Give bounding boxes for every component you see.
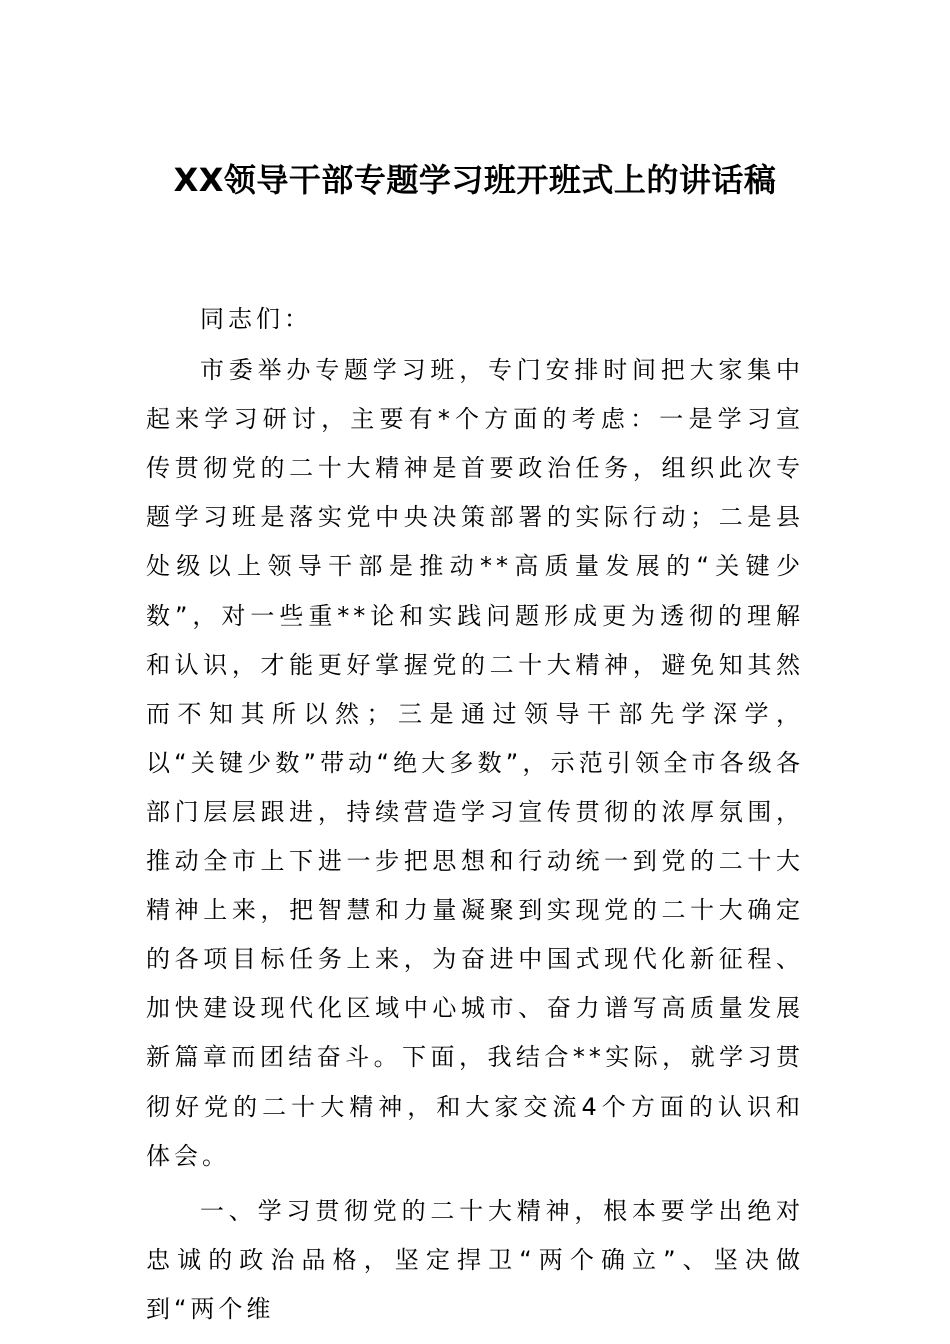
document-body [146,295,804,1334]
paragraph-section-one: 一、学习贯彻党的二十大精神，根本要学出绝对忠诚的政治品格，坚定捍卫“两个确立”、坚决做到“两个维 [146,1196,804,1323]
greeting-line: 同志们： [200,305,312,333]
paragraph-intro: 市委举办专题学习班，专门安排时间把大家集中起来学习研讨，主要有*个方面的考虑：一是学习宣传贯彻党的二十大精神是首要政治任务，组织此次专题学习班是落实党中央决策部署的实际行动；二是县处级以上领导干部是推动**高质量发展的“关键少数”，对一些重**论和实践问题形成更为透彻的理解和认识，才能更好掌握党的二十大精神，避免知其然而不知其所以然；三是通过领导干部先学深学，以“关键少数”带动“绝大多数”，示范引领全市各级各部门层层跟进，持续营造学习宣传贯彻的浓厚氛围，推动全市上下进一步把思想和行动统一到党的二十大精神上来，把智慧和力量凝聚到实现党的二十大确定的各项目标任务上来，为奋进中国式现代化新征程、加快建设现代化区域中心城市、奋力谱写高质量发展新篇章而团结奋斗。下面，我结合**实际，就学习贯彻好党的二十大精神，和大家交流4个方面的认识和体会。 [146,356,804,1170]
document-title: XX领导干部专题学习班开班式上的讲话稿 [173,161,777,199]
